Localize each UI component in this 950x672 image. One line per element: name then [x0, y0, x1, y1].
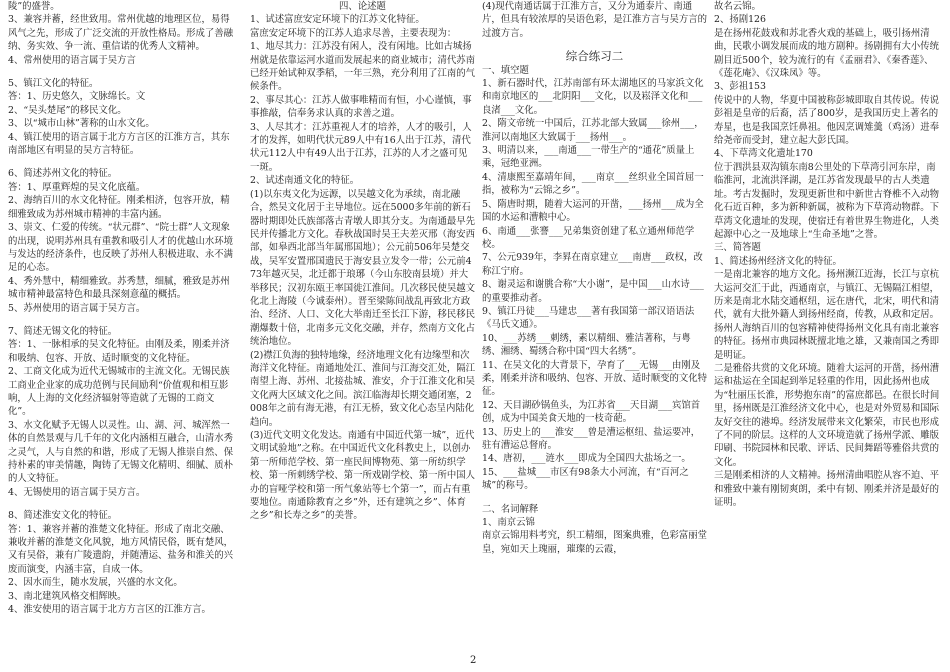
text-line: 答：1、一脉相承的吴文化特征。由刚及柔，刚柔并济和吸纳、包容、开放、适时顺变的文化特征。: [8, 339, 230, 364]
text-line: 是在扬州花鼓戏和苏北香火戏的基础上，吸引扬州清曲，民歌小调发展而成的地方剧种。扬剧拥有大小传统剧目近500个，较为流行的有《孟丽君》、《秦香莲》、《莲花庵》、《汉珠凤》等。: [714, 27, 940, 80]
section-heading: 二、名词解释: [482, 503, 539, 515]
question-line: 1、简述扬州经济文化的特征。: [714, 255, 842, 267]
text-line: 1、地尽其力：江苏没有闲人，没有闲地。比如古城扬州就是依靠运河水道而发展起来的商业城市；清代苏南已经开始试种双季稻，一年三熟，充分利用了江南的气候条件。: [250, 41, 476, 93]
text-line: 传说中的人物，华夏中国被称彭城即取自其传说。传说彭祖是皇帝的后裔，活了800岁，是我国历史上著名的寿星，也是我国烹饪鼻祖。他因烹调雉羹（鸡汤）进奉给尧帝而受封，建立起大彭氏国。: [714, 94, 940, 147]
text-line: 3、南北建筑风格交相辉映。: [8, 590, 127, 602]
text-line: 3、以“城市山林”著称的山水文化。: [8, 118, 155, 130]
text-line: 2、因水而生，随水发展，兴盛的水文化。: [8, 577, 183, 589]
fill-blank-item: 6、南通___张謇___兄弟集资创建了私立通州师范学校。: [482, 225, 695, 250]
fill-blank-item: 7、公元939年，李昪在南京建立___南唐___政权，改称江宁府。: [482, 252, 703, 277]
question-line: 2、试述南通文化的特征。: [250, 175, 360, 187]
fill-blank-item: 15、___盐城___市区有98条大小河流，有“百河之城”的称号。: [482, 466, 689, 492]
text-line: 3、崇文、仁爱的传统。“状元群”、“院士群”人文现象的出现，说明苏州具有重教和吸引人才的优越山水环境与发达的经济条件，也反映了苏州人积极进取、永不满足的心态。: [8, 222, 234, 274]
text-line: 4、淮安使用的语言属于北方方言区的江淮方言。: [8, 604, 211, 616]
section-heading: 三、简答题: [714, 242, 761, 254]
section-heading: 5、镇江文化的特征。: [8, 78, 99, 90]
fill-blank-item: 2、隋文帝统一中国后，江苏北部大致属___徐州___，淮河以南地区大致属于___扬州___。: [482, 118, 704, 143]
fill-blank-item: 12、天目湖砂锅鱼头，为江苏省___天目湖___宾馆首创，成为中国美食天地的一枝奇葩。: [482, 399, 701, 425]
text-line: 3、水文化赋予无锡人以灵性。山、湖、河、城浑然一体的自然景观与几千年的文化内涵相互融合，山清水秀之灵气，人与自然的和谐，形成了无锡人推崇自然、保持朴素的审美情趣，陶铸了无锡文化精明、细腻、质朴的人文特征。: [8, 419, 234, 485]
fill-blank-item: 1、新石器时代，江苏南部有环太湖地区的马家浜文化和南京地区的___北阴阳___文化，以及崧泽文化和___良渚___文化。: [482, 78, 704, 116]
text-line: 答：1、厚重辉煌的吴文化底蕴。: [8, 181, 146, 193]
fill-blank-item: 5、隋唐时期，随着大运河的开凿，___扬州___成为全国的水运和漕粮中心。: [482, 198, 704, 224]
text-line: 2、海纳百川的水文化特征。刚柔相济，包容开放，精细雅致成为苏州城市精神的丰富内涵。: [8, 195, 230, 220]
text-line: 富庶安定环境下的江苏人追求尽善，主要表现为：: [250, 27, 457, 39]
text-line: 南京云锦用料考究，织工精细，图案典雅，色彩富丽堂皇，宛如天上瑰丽，璀璨的云霞，: [482, 530, 708, 555]
text-line: 4、镇江使用的语言属于北方方言区的江淮方言，其东南部地区有明显的吴方言特征。: [8, 131, 230, 157]
text-line: (1)以东夷文化为远源，以吴越文化为承续，南北融合，然吴文化居于主导地位。远在5000多年前的新石器时期即处氏族部落古青墩人即其分支。为南通最早先民并传播北方文化。春秋战国时吴王夫差灭邢（海安西部，如皋西北部当年属邢国地）；公元前506年吴楚交战，吴军安置邢国遗民于海安县立发令一带；公元前473年越灭吴，北迁都于琅琊（今山东胶南县境）并大举移民；汉初东瓯王率国徙江淮间。几次移民使吴越文化北上海陵（今诚泰州）。晋至梁陈间战乱再致北方政治、经济、人口、文化大举南迁至长江下游，移民移民潮爆数十倍，北南多元文化交融，并存，然南方文化占统治地位。: [250, 188, 476, 348]
text-line: 2、事尽其心：江苏人做事唯精而有恒，小心谨慎，事事推敲，信奉务求认真的求善之道。: [250, 94, 472, 120]
text-line: 答：1、兼容并蓄的淮楚文化特征。形成了南北交融、兼收并蓄的淮楚文化风貌，地方风情民俗，既有楚风，又有吴俗，兼有广陵遗韵，并随漕运、盐务和淮关的兴废而演变，内涵丰富，自成一体。: [8, 523, 234, 575]
text-line: 一是南北兼容的地方文化。扬州濒江近海，长江与京杭大运河交汇于此，西通南京，与镇江、无锡隔江相望，历来是南北水陆交通枢纽，远在唐代，北宋，明代和清代，就有大批外籍人到扬州经商，传教，从政和定居。扬州人海纳百川的包容精神使得扬州文化具有南北兼容的特征。扬州市典园林既擅北地之雄，又兼南国之秀即是明证。: [714, 269, 940, 361]
column-1: [8, 0, 233, 616]
text-line: 二是雅俗共赏的文化环境。随着大运河的开凿，扬州漕运和盐运在全国起到举足轻重的作用，因此扬州也成为“牡丽压长淮，形势抱东南”的富庶都邑。在很长时间里，扬州既是江淮经济文化中心，也是对外贸易和国际友好交往的港埠。经济发展带来文化繁荣，市民也形成了不同的阶层。这样的人文环境造就了扬州学派、雕版印刷、书院园林和民歌、评话、民间舞蹈等雅俗共赏的文化。: [714, 362, 940, 468]
text-line: (4)现代南通话属于江淮方言，又分为通泰片、南通片，但具有较浓厚的吴语色彩，是江淮方言与吴方言的过渡方言。: [482, 1, 708, 39]
text-line: 4、秀外慧中，精细雅致。苏秀慧，细腻，雅致是苏州城市精神最富特色和最具深刻意蕴的概括。: [8, 275, 230, 301]
fill-blank-item: 4、清康熙至嘉靖年间，___南京___丝织业全国首屈一指，被称为“云锦之乡”。: [482, 171, 704, 197]
exercise-title: 综合练习二: [565, 49, 624, 64]
column-4: [714, 0, 942, 509]
fill-blank-item: 11、在吴文化的大背景下，孕育了___无锡___由刚及柔，刚柔并济和吸纳、包容、开放、适时顺变的文化特征。: [482, 359, 708, 398]
text-line: 2、“吴头楚尾”的移民文化。: [8, 104, 127, 116]
text-line: 4、无锡使用的语言属于吴方言。: [8, 486, 146, 498]
text-line: 3、兼容并蓄，经世致用。常州优越的地理区位，易得风气之先，形成了广泛交流的开放性格局。形成了善融纳、务实效、争一流、重信诺的优秀人文精神。: [8, 14, 234, 53]
term-title: 3、彭祖153: [714, 81, 766, 93]
fill-blank-item: 14、唐初，___涟水___即成为全国四大盐场之一。: [482, 453, 691, 465]
column-2: [250, 0, 475, 523]
page-number: 2: [470, 655, 477, 666]
term-title: 4、下草湾文化遗址170: [714, 148, 813, 160]
section-heading: 7、简述无锡文化的特征。: [8, 325, 118, 337]
text-line: 5、苏州使用的语言属于吴方言。: [8, 302, 146, 314]
question-line: 1、试述富庶安定环境下的江苏文化特征。: [250, 14, 425, 26]
text-line: 位于泗洪县双沟镇东南8公里处的下草湾引河东岸，南临淮河，北流洪泽湖，是江苏省发现最早的古人类遗址。考古发掘时，发现更新世和中新世古脊椎不入动物化石近百种，多为新种新属，被称为下草湾动物群。下草湾文化遗址的发现，使宿迁有着世界生物进化，人类起源中心之一及地球上“生命圣地”之誉。: [714, 161, 940, 240]
fill-blank-item: 9、镇江丹徒___马建忠___著有我国第一部汉语语法《马氏文通》。: [482, 305, 695, 331]
section-heading: 6、简述苏州文化的特征。: [8, 168, 118, 180]
text-line: (2)襟江负海的独特地缘，经济地理文化有边缘型和次海洋文化特征。南通地处江、淮间与江海交汇处，隔江南望上海、苏州、北接盐城、淮安，介于江淮文化和吴文化两大区域文化之间。滨江临海却长期交通闭塞，2008年之前有海无港，有江无桥，致文化心态呈内陆化趋向。: [250, 349, 476, 428]
term-title: 1、南京云锦: [482, 517, 535, 529]
text-line: (3)近代文明文化发达。南通有中国近代第一城”，近代文明试验地”之称。在中国近代文化科教史上，以创办第一所师范学校、第一座民间博物苑、第一所纺织学校、第一所刺绣学校、第一所戏剧学校、第一所中国人办的盲哑学校和第一所气象站等七个第一”，而占有重要地位。南通除教育之乡”外，还有建筑之乡”、体育之乡”和长寿之乡”的美誉。: [250, 430, 476, 522]
text-line: 故名云锦。: [714, 1, 761, 12]
term-title: 2、扬剧126: [714, 14, 766, 26]
section-heading: 四、论述题: [339, 1, 386, 12]
text-line: 4、常州使用的语言属于吴方言: [8, 54, 136, 66]
section-heading: 一、填空题: [482, 64, 529, 76]
fill-blank-item: 10、___苏绣___刺绣，素以精细、雅洁著称，与粤绣、湘绣、蜀绣合称中国“四大名绣”。: [482, 332, 691, 358]
text-line: 2、工商文化成为近代无锡城市的主流文化。无锡民族工商业企业家的成功范例与民间励利“价值观和相互影响，人上海的文化经济辐射等造就了无锡的工商文化”。: [8, 366, 230, 418]
fill-blank-item: 8、谢灵运和谢朓合称“大小谢”，是中国___山水诗___的重要推动者。: [482, 279, 704, 304]
text-line: 答：1、历史悠久，文脉绵长。文: [8, 91, 146, 103]
text-line: 陵”的盛誉。: [8, 1, 60, 12]
section-heading: 8、简述淮安文化的特征。: [8, 510, 118, 522]
column-3: [482, 0, 707, 556]
fill-blank-item: 3、明清以来，___南通___一带生产的“通花”质量上乘，冠绝亚洲。: [482, 145, 695, 170]
text-line: 三是刚柔相济的人文精神。扬州清曲唱腔从容不迫、平和雅致中兼有刚韧爽朗，柔中有韧、刚柔并济是最好的证明。: [714, 470, 940, 509]
fill-blank-item: 13、历史上的___淮安___曾是漕运枢纽、盐运要冲，驻有漕运总督府。: [482, 426, 701, 451]
text-line: 3、人尽其才：江苏重视人才的培养，人才的吸引，人才的发挥，如明代状元89人中有16人出于江苏，清代状元112人中有49人出于江苏，江苏的人才之盛可见一斑。: [250, 121, 472, 173]
